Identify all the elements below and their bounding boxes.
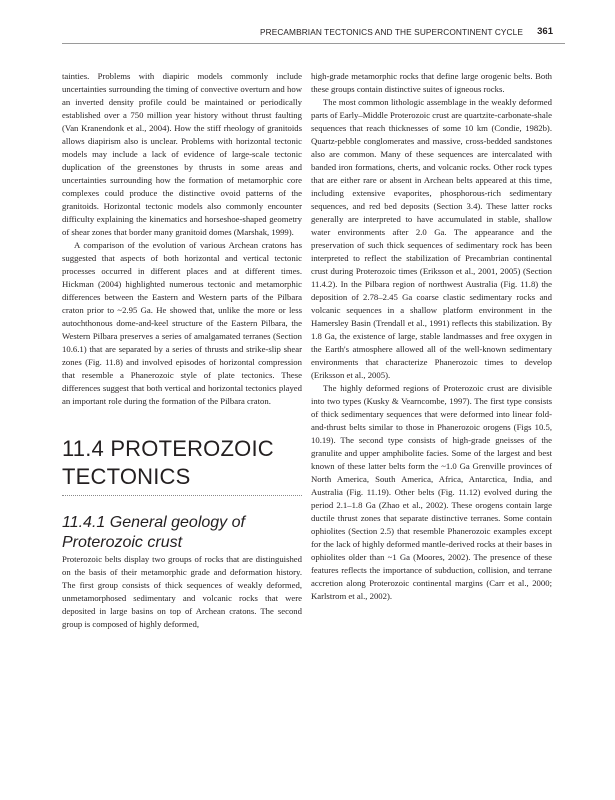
section-title-line-1: PROTEROZOIC bbox=[110, 436, 274, 461]
left-paragraph-2: A comparison of the evolution of various Archean cratons has suggested that aspects of both horizontal and vertical tectonic processes occurred in different places and at different times. Hickman (2004) highlighted numerous tectonic and metamorphic differences between the Eastern and Western parts of the Pilbara craton prior to ~2.95 Ga. He showed that, unlike the more or less autochthonous dome-and-keel structure of the Eastern Pilbara, the Western Pilbara preserves a series of amalgamated terranes (Section 10.6.1) that are separated by a series of thrusts and strike-slip shear zones (Fig. 11.8) and involved episodes of horizontal compression that resemble a Phanerozoic style of plate tectonics. These differences suggest that both vertical and horizontal tectonics played an important role during the formation of the Pilbara craton. bbox=[62, 240, 302, 406]
running-title: PRECAMBRIAN TECTONICS AND THE SUPERCONTINENT CYCLE bbox=[259, 27, 523, 37]
section-dotted-rule bbox=[62, 495, 302, 496]
right-paragraph-2: The most common lithologic assemblage in the weakly deformed parts of Early–Middle Proterozoic crust are quartzite-carbonate-shale sequences that reach thicknesses of some 10 km (Condie, 1982b). Quartz-pebble conglomerates and massive, cross-bedded sandstones also are common. Many of these sequences are intercalated with banded iron formations, cherts, and volcanic rocks. Other rock types that are either rare or absent in Archean belts appeared at this time, including extensive evaporites, phosphorous-rich sedimentary sequences, and red bed deposits (Section 3.4). These latter rocks generally are interpreted to have accumulated in stable, shallow water environments after 2.0 Ga. The appearance and the preservation of such thick sequences of sedimentary rock has been interpreted to reflect the stabilization of Precambrian continental crust during Proterozoic times (Eriksson et al., 2001, 2005) (Section 11.4.2). In the Pilbara region of northwest Australia (Fig. 11.8) the deposition of 2.78–2.45 Ga coarse clastic sedimentary rocks and volcanic sequences in a shallow platform environment in the Hamersley Basin (Trendall et al., 1991) reflects this stabilization. By 1.8 Ga, the existence of large, stable landmasses and free oxygen in the Earth's atmosphere allowed all of the well-known sedimentary environments that characterize Phanerozoic times to develop (Eriksson et al., 2005). bbox=[311, 97, 552, 380]
page-number: 361 bbox=[537, 26, 553, 37]
left-column bbox=[62, 70, 302, 631]
right-column bbox=[311, 70, 552, 603]
subsection-title-line-2: Proterozoic crust bbox=[62, 534, 183, 551]
subsection-number: 11.4.1 bbox=[62, 514, 106, 531]
header-rule bbox=[62, 43, 565, 44]
section-heading bbox=[62, 435, 302, 491]
section-heading-block bbox=[62, 435, 302, 496]
left-paragraph-3: Proterozoic belts display two groups of rocks that are distinguished on the basis of their metamorphic grade and deformation history. The first group consists of thick sequences of weakly deformed, unmetamorphosed sedimentary and volcanic rocks that were deposited in large basins on top of Archean cratons. The second group is composed of highly deformed, bbox=[62, 554, 302, 629]
running-header bbox=[0, 22, 615, 44]
subsection-heading bbox=[62, 513, 302, 553]
subsection-title-line-1: General geology of bbox=[109, 514, 245, 531]
right-paragraph-1: high-grade metamorphic rocks that define large orogenic belts. Both these groups contain distinctive suites of igneous rocks. bbox=[311, 71, 552, 94]
left-paragraph-1: tainties. Problems with diapiric models commonly include uncertainties surrounding the timing of convective overturn and how an inverted density profile could be maintained or periodically established over a 750 million year history without thrust faulting (Van Kranendonk et al., 2004). How the stiff rheology of granitoids allows diapirism also is unclear. Problems with horizontal tectonic models may include a lack of evidence of large-scale tectonic duplication of the greenstones by thrusts in some areas and uncertainties surrounding how the formation of metamorphic core complexes could produce the distinctive ovoid patterns of the granitoids. Horizontal tectonic models also commonly encounter difficulty explaining the kinematics and horseshoe-shaped geometry of shear zones that border many granitoid domes (Marshak, 1999). bbox=[62, 71, 302, 237]
section-number: 11.4 bbox=[62, 436, 104, 461]
section-title-line-2: TECTONICS bbox=[62, 464, 191, 489]
right-paragraph-3: The highly deformed regions of Proterozoic crust are divisible into two types (Kusky & Vearncombe, 1997). The first type consists of thick sedimentary sequences that were deformed into linear fold-and-thrust belts similar to those in Phanerozoic orogens (Figs 10.5, 10.19). The second type consists of high-grade gneisses of the granulite and upper amphibolite facies. Some of the largest and best known of these latter belts form the ~1.0 Ga Grenville provinces of North America, South America, Africa, Antarctica, India, and Australia (Fig. 11.19). Other belts (Fig. 11.12) evolved during the period 2.1–1.8 Ga (Zhao et al., 2002). These orogens contain large ductile thrust zones that separate distinctive terranes. Some contain ophiolites (Section 2.5) that resemble Phanerozoic examples except for the lack of highly deformed mantle-derived rocks at their bases in ophiolites older than ~1 Ga (Moores, 2002). The presence of these features reflects the importance of subduction, collision, and terrane accretion along Proterozoic continental margins (Carr et al., 2000; Karlstrom et al., 2002). bbox=[311, 383, 552, 601]
